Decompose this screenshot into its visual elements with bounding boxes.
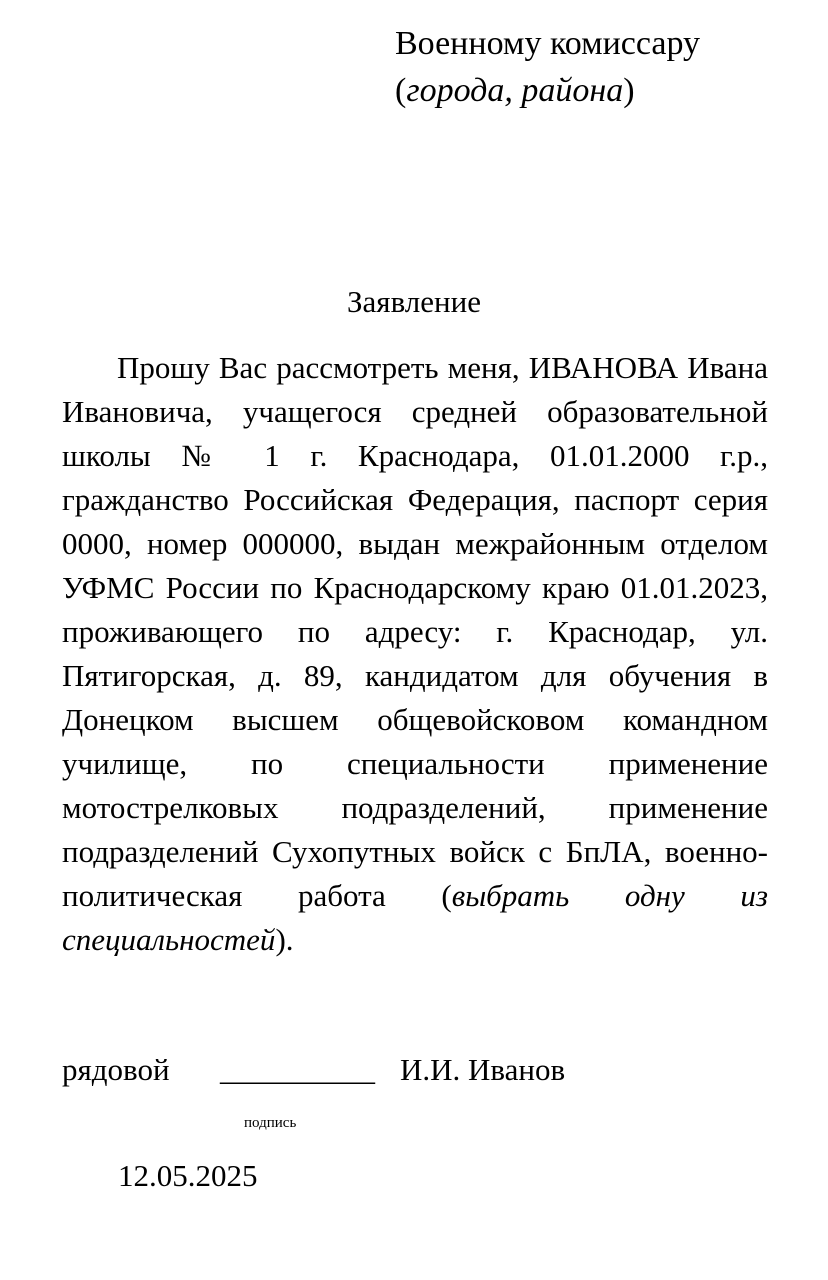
addressee-location-hint: города, района xyxy=(406,72,624,109)
signature-row xyxy=(62,1048,768,1092)
signature-line: __________ xyxy=(220,1052,375,1087)
document-title: Заявление xyxy=(347,284,481,319)
signer-name: И.И. Иванов xyxy=(400,1052,566,1087)
note-paren-close: ). xyxy=(275,922,294,957)
signature-caption: подпись xyxy=(244,1115,297,1131)
document-date: 12.05.2025 xyxy=(118,1158,258,1193)
rank-label: рядовой xyxy=(62,1052,170,1087)
application-body xyxy=(62,346,768,962)
addressee-paren-open: ( xyxy=(395,72,407,109)
application-body-text: Прошу Вас рассмотреть меня, ИВАНОВА Ивана Ивановича, учащегося средней образовательной школы № 1 г. Краснодара, 01.01.2000 г.р., гражданство Российская Федерация, паспорт серия 0000, номер 000000, выдан межрайонным отделом УФМС России по Краснодарскому краю 01.01.2023, проживающего по адресу: г. Краснодар, ул. Пятигорская, д. 89, кандидатом для обучения в Донецком высшем общевойсковом командном училище, по специальности применение мотострелковых подразделений, применение подразделений Сухопутных войск с БпЛА, военно-политическая работа xyxy=(62,350,768,913)
specialty-note: выбрать одну из специальностей xyxy=(62,878,768,957)
addressee-block xyxy=(395,20,700,114)
note-paren-open: ( xyxy=(441,878,452,913)
addressee-paren-close: ) xyxy=(623,72,635,109)
addressee-title: Военному комиссару xyxy=(395,25,701,62)
addressee-location xyxy=(395,67,700,114)
